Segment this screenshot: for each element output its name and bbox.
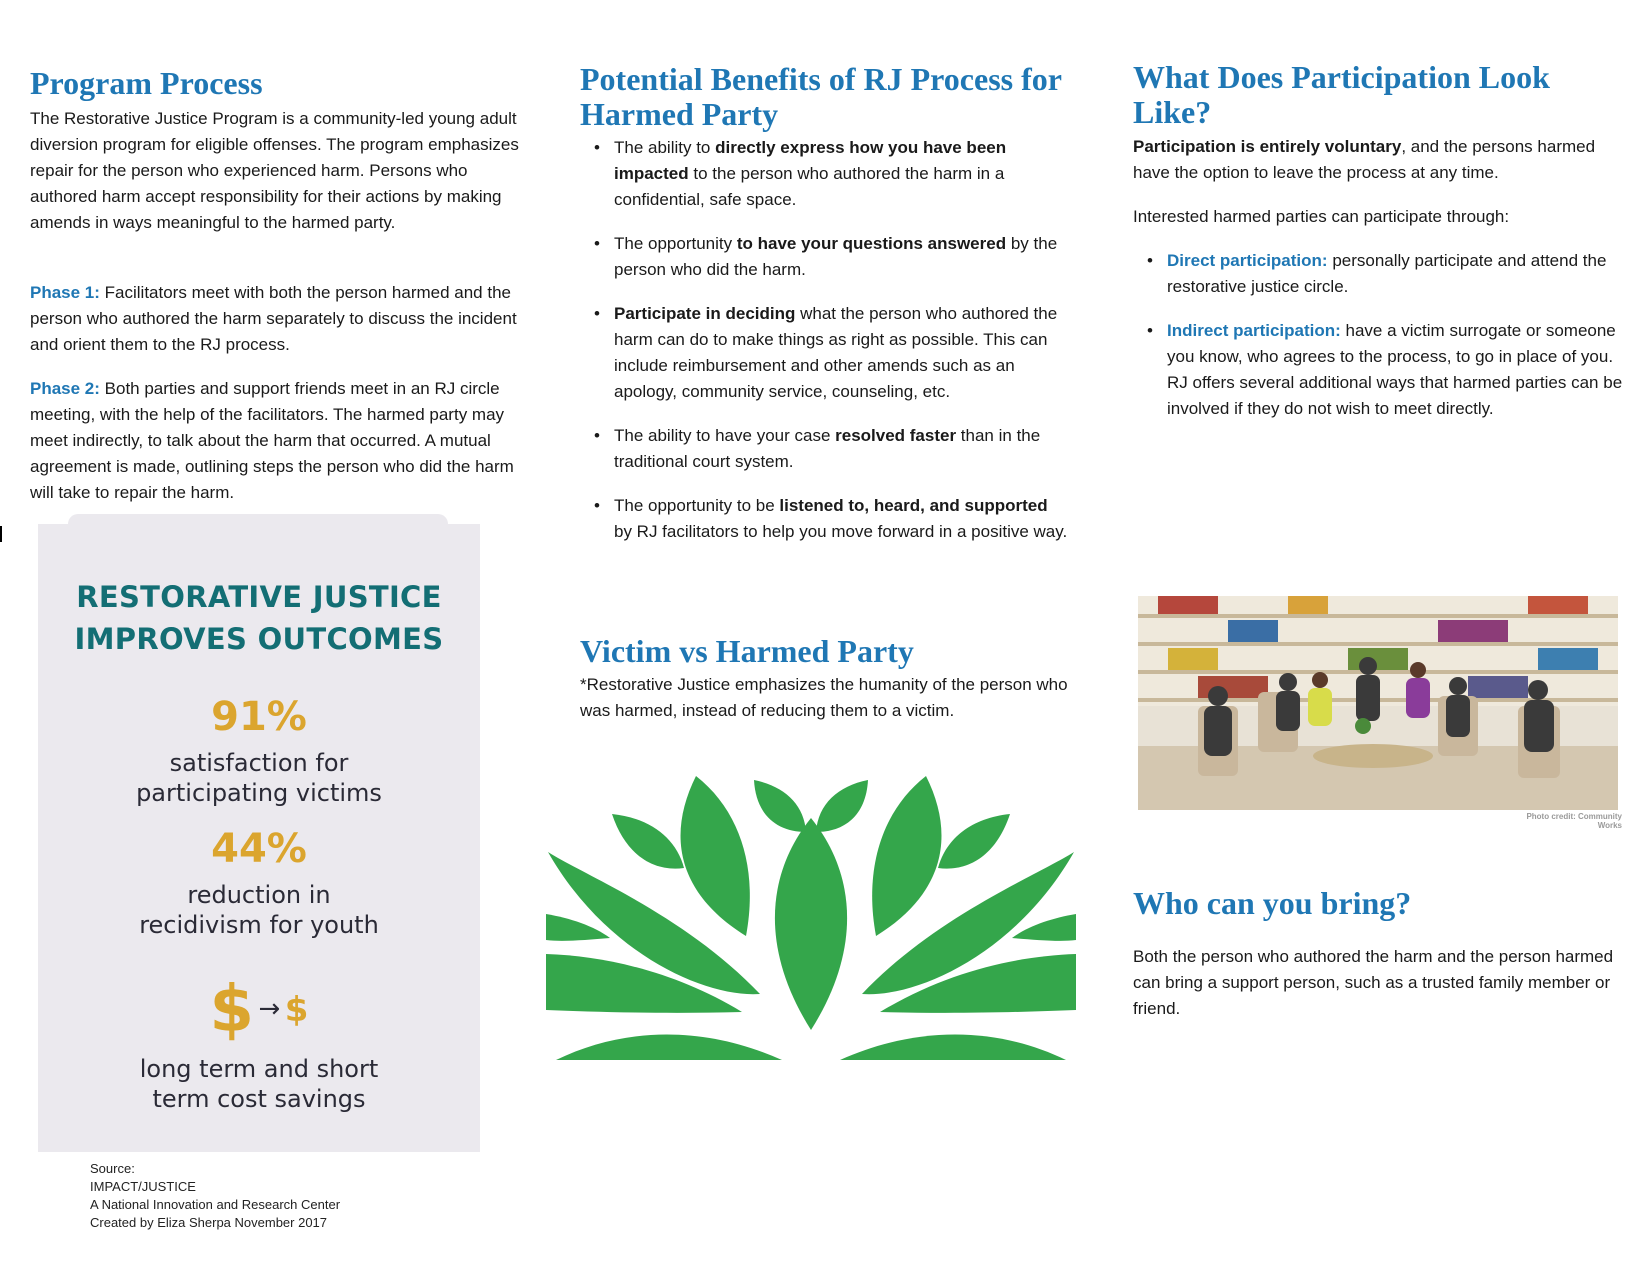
- stat-satisfaction-value: 91%: [211, 694, 307, 740]
- phase1-paragraph: [30, 280, 525, 358]
- cost-savings-icon: [38, 970, 480, 1050]
- direct-text: personally participate and attend the restorative justice circle.: [1167, 251, 1607, 296]
- stat-satisfaction-line2: participating victims: [136, 779, 382, 807]
- benefit2-post: by the person who did the harm.: [614, 234, 1058, 279]
- voluntary-paragraph: [1133, 134, 1623, 186]
- stat-satisfaction-line1: satisfaction for: [169, 749, 349, 777]
- cost-savings-label: [38, 1054, 480, 1114]
- dollar-big-icon: $: [209, 973, 255, 1047]
- infographic-tab: [68, 514, 448, 534]
- victim-vs-harmed-text: *Restorative Justice emphasizes the humanity of the person who was harmed, instead of reducing them to a victim.: [580, 675, 1068, 720]
- program-process-title: Program Process: [30, 65, 263, 101]
- photo-credit: Photo credit: Community Works: [1526, 812, 1622, 830]
- phase2-text: Both parties and support friends meet in an RJ circle meeting, with the help of the facilitators. The harmed party may meet indirectly, to talk about the harm that occurred. A mutual agreement is made, outlining steps the person who did the harm will take to repair the harm.: [30, 379, 514, 502]
- leaf-logo-icon: [546, 776, 1076, 1076]
- participation-item: [1133, 248, 1623, 300]
- infographic-headline-line1: RESTORATIVE JUSTICE: [76, 580, 442, 614]
- stat-recidivism-line2: recidivism for youth: [139, 911, 379, 939]
- cost-savings-line1: long term and short: [139, 1055, 379, 1083]
- benefits-list: [580, 135, 1070, 563]
- participation-title: What Does Participation Look Like?: [1133, 59, 1550, 130]
- benefit5-bold: listened to, heard, and supported: [779, 496, 1048, 515]
- infographic-source: [90, 1160, 340, 1232]
- indirect-text: have a victim surrogate or someone you know, who agrees to the process, to go in place of you. RJ offers several additional ways that harmed parties can be involved if they do not wish to meet directly.: [1167, 321, 1623, 418]
- benefit1-pre: The ability to: [614, 138, 716, 157]
- source-line2: IMPACT/JUSTICE: [90, 1179, 196, 1194]
- indirect-label: Indirect participation:: [1167, 321, 1341, 340]
- outcomes-infographic: [38, 524, 480, 1152]
- dollar-small-icon: $: [284, 990, 309, 1030]
- benefit-item: [580, 301, 1070, 405]
- phase1-text: Facilitators meet with both the person harmed and the person who authored the harm separately to discuss the incident and orient them to the RJ process.: [30, 283, 517, 354]
- edge-mark: [0, 526, 2, 542]
- circle-meeting-illustration: [1138, 596, 1618, 810]
- stat-recidivism-label: [38, 880, 480, 940]
- source-line3: A National Innovation and Research Center: [90, 1197, 341, 1212]
- benefit2-pre: The opportunity: [614, 234, 737, 253]
- benefit4-bold: resolved faster: [835, 426, 957, 445]
- arrow-right-icon: →: [258, 994, 281, 1024]
- source-line1: Source:: [90, 1161, 135, 1176]
- stat-recidivism-value: 44%: [211, 826, 307, 872]
- participation-list: [1133, 248, 1623, 440]
- benefit3-bold: Participate in deciding: [614, 304, 796, 323]
- circle-meeting-photo: [1138, 596, 1618, 810]
- who-can-you-bring-text: Both the person who authored the harm and the person harmed can bring a support person, such as a trusted family member or friend.: [1133, 947, 1614, 1018]
- infographic-headline-line2: IMPROVES OUTCOMES: [74, 622, 444, 656]
- stat-satisfaction-label: [38, 748, 480, 808]
- program-intro-text: The Restorative Justice Program is a community-led young adult diversion program for eligible offenses. The program emphasizes repair for the person who experienced harm. Persons who authored harm accept responsibility for their actions by making amends in ways meaningful to the harmed party.: [30, 109, 519, 232]
- stat-recidivism-line1: reduction in: [187, 881, 331, 909]
- interested-text: Interested harmed parties can participate through:: [1133, 207, 1510, 226]
- victim-vs-harmed-title: Victim vs Harmed Party: [580, 633, 914, 669]
- benefit4-pre: The ability to have your case: [614, 426, 836, 445]
- phase2-paragraph: [30, 376, 525, 506]
- benefit-item: [580, 493, 1070, 545]
- benefits-title: Potential Benefits of RJ Process for Harmed Party: [580, 61, 1062, 132]
- benefit3-post: what the person who authored the harm can do to make things as right as possible. This can include reimbursement and other amends such as an apology, community service, counseling, etc.: [614, 304, 1058, 401]
- who-can-you-bring-title: Who can you bring?: [1133, 885, 1412, 921]
- benefit4-post: than in the traditional court system.: [614, 426, 1041, 471]
- phase2-label: Phase 2:: [30, 379, 100, 398]
- benefit-item: [580, 135, 1070, 213]
- direct-label: Direct participation:: [1167, 251, 1328, 270]
- voluntary-text: , and the persons harmed have the option to leave the process at any time.: [1133, 137, 1596, 182]
- benefit-item: [580, 423, 1070, 475]
- source-line4: Created by Eliza Sherpa November 2017: [90, 1215, 328, 1230]
- benefit2-bold: to have your questions answered: [736, 234, 1007, 253]
- participation-item: [1133, 318, 1623, 422]
- cost-savings-line2: term cost savings: [152, 1085, 366, 1113]
- infographic-headline: [38, 576, 480, 660]
- phase1-label: Phase 1:: [30, 283, 100, 302]
- benefit1-bold: directly express how you have been impacted: [614, 138, 1007, 183]
- voluntary-bold: Participation is entirely voluntary: [1133, 137, 1402, 156]
- benefit5-pre: The opportunity to be: [614, 496, 780, 515]
- benefit1-post: to the person who authored the harm in a confidential, safe space.: [614, 164, 1005, 209]
- benefit-item: [580, 231, 1070, 283]
- benefit5-post: by RJ facilitators to help you move forward in a positive way.: [614, 522, 1068, 541]
